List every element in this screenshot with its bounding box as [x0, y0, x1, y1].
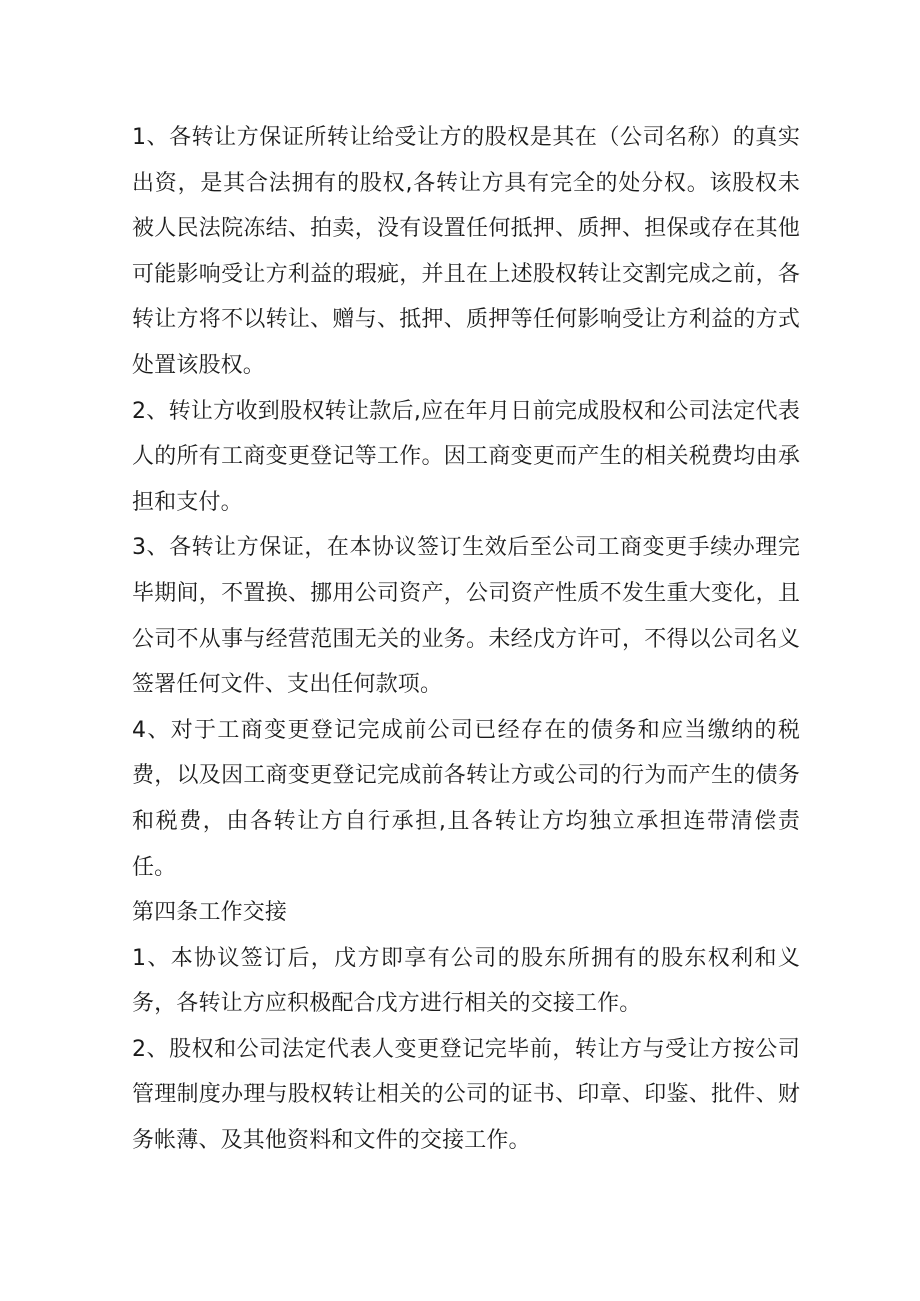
clause-4-debts-and-taxes: 4、对于工商变更登记完成前公司已经存在的债务和应当缴纳的税费，以及因工商变更登记完成前各转让方或公司的行为而产生的债务和税费，由各转让方自行承担,且各转让方均独立承担连带清偿责任。 [132, 717, 800, 880]
document-body [132, 115, 800, 1164]
clause-3-asset-protection: 3、各转让方保证，在本协议签订生效后至公司工商变更手续办理完毕期间，不置换、挪用公司资产，公司资产性质不发生重大变化，且公司不从事与经营范围无关的业务。未经戊方许可，不得以公司名义签署任何文件、支出任何款项。 [132, 535, 800, 698]
section-4-heading: 第四条工作交接 [132, 900, 288, 926]
clause-2-registration-change: 2、转让方收到股权转让款后,应在年月日前完成股权和公司法定代表人的所有工商变更登记等工作。因工商变更而产生的相关税费均由承担和支付。 [132, 398, 800, 515]
handover-clause-2: 2、股权和公司法定代表人变更登记完毕前，转让方与受让方按公司管理制度办理与股权转让相关的公司的证书、印章、印鉴、批件、财务帐薄、及其他资料和文件的交接工作。 [132, 1036, 800, 1154]
clause-1-share-warranty: 1、各转让方保证所转让给受让方的股权是其在（公司名称）的真实出资，是其合法拥有的股权,各转让方具有完全的处分权。该股权未被人民法院冻结、拍卖，没有设置任何抵押、质押、担保或存在其他可能影响受让方利益的瑕疵，并且在上述股权转让交割完成之前，各转让方将不以转让、赠与、抵押、质押等任何影响受让方利益的方式处置该股权。 [132, 125, 800, 378]
handover-clause-1: 1、本协议签订后，戊方即享有公司的股东所拥有的股东权利和义务，各转让方应积极配合戊方进行相关的交接工作。 [132, 945, 800, 1017]
